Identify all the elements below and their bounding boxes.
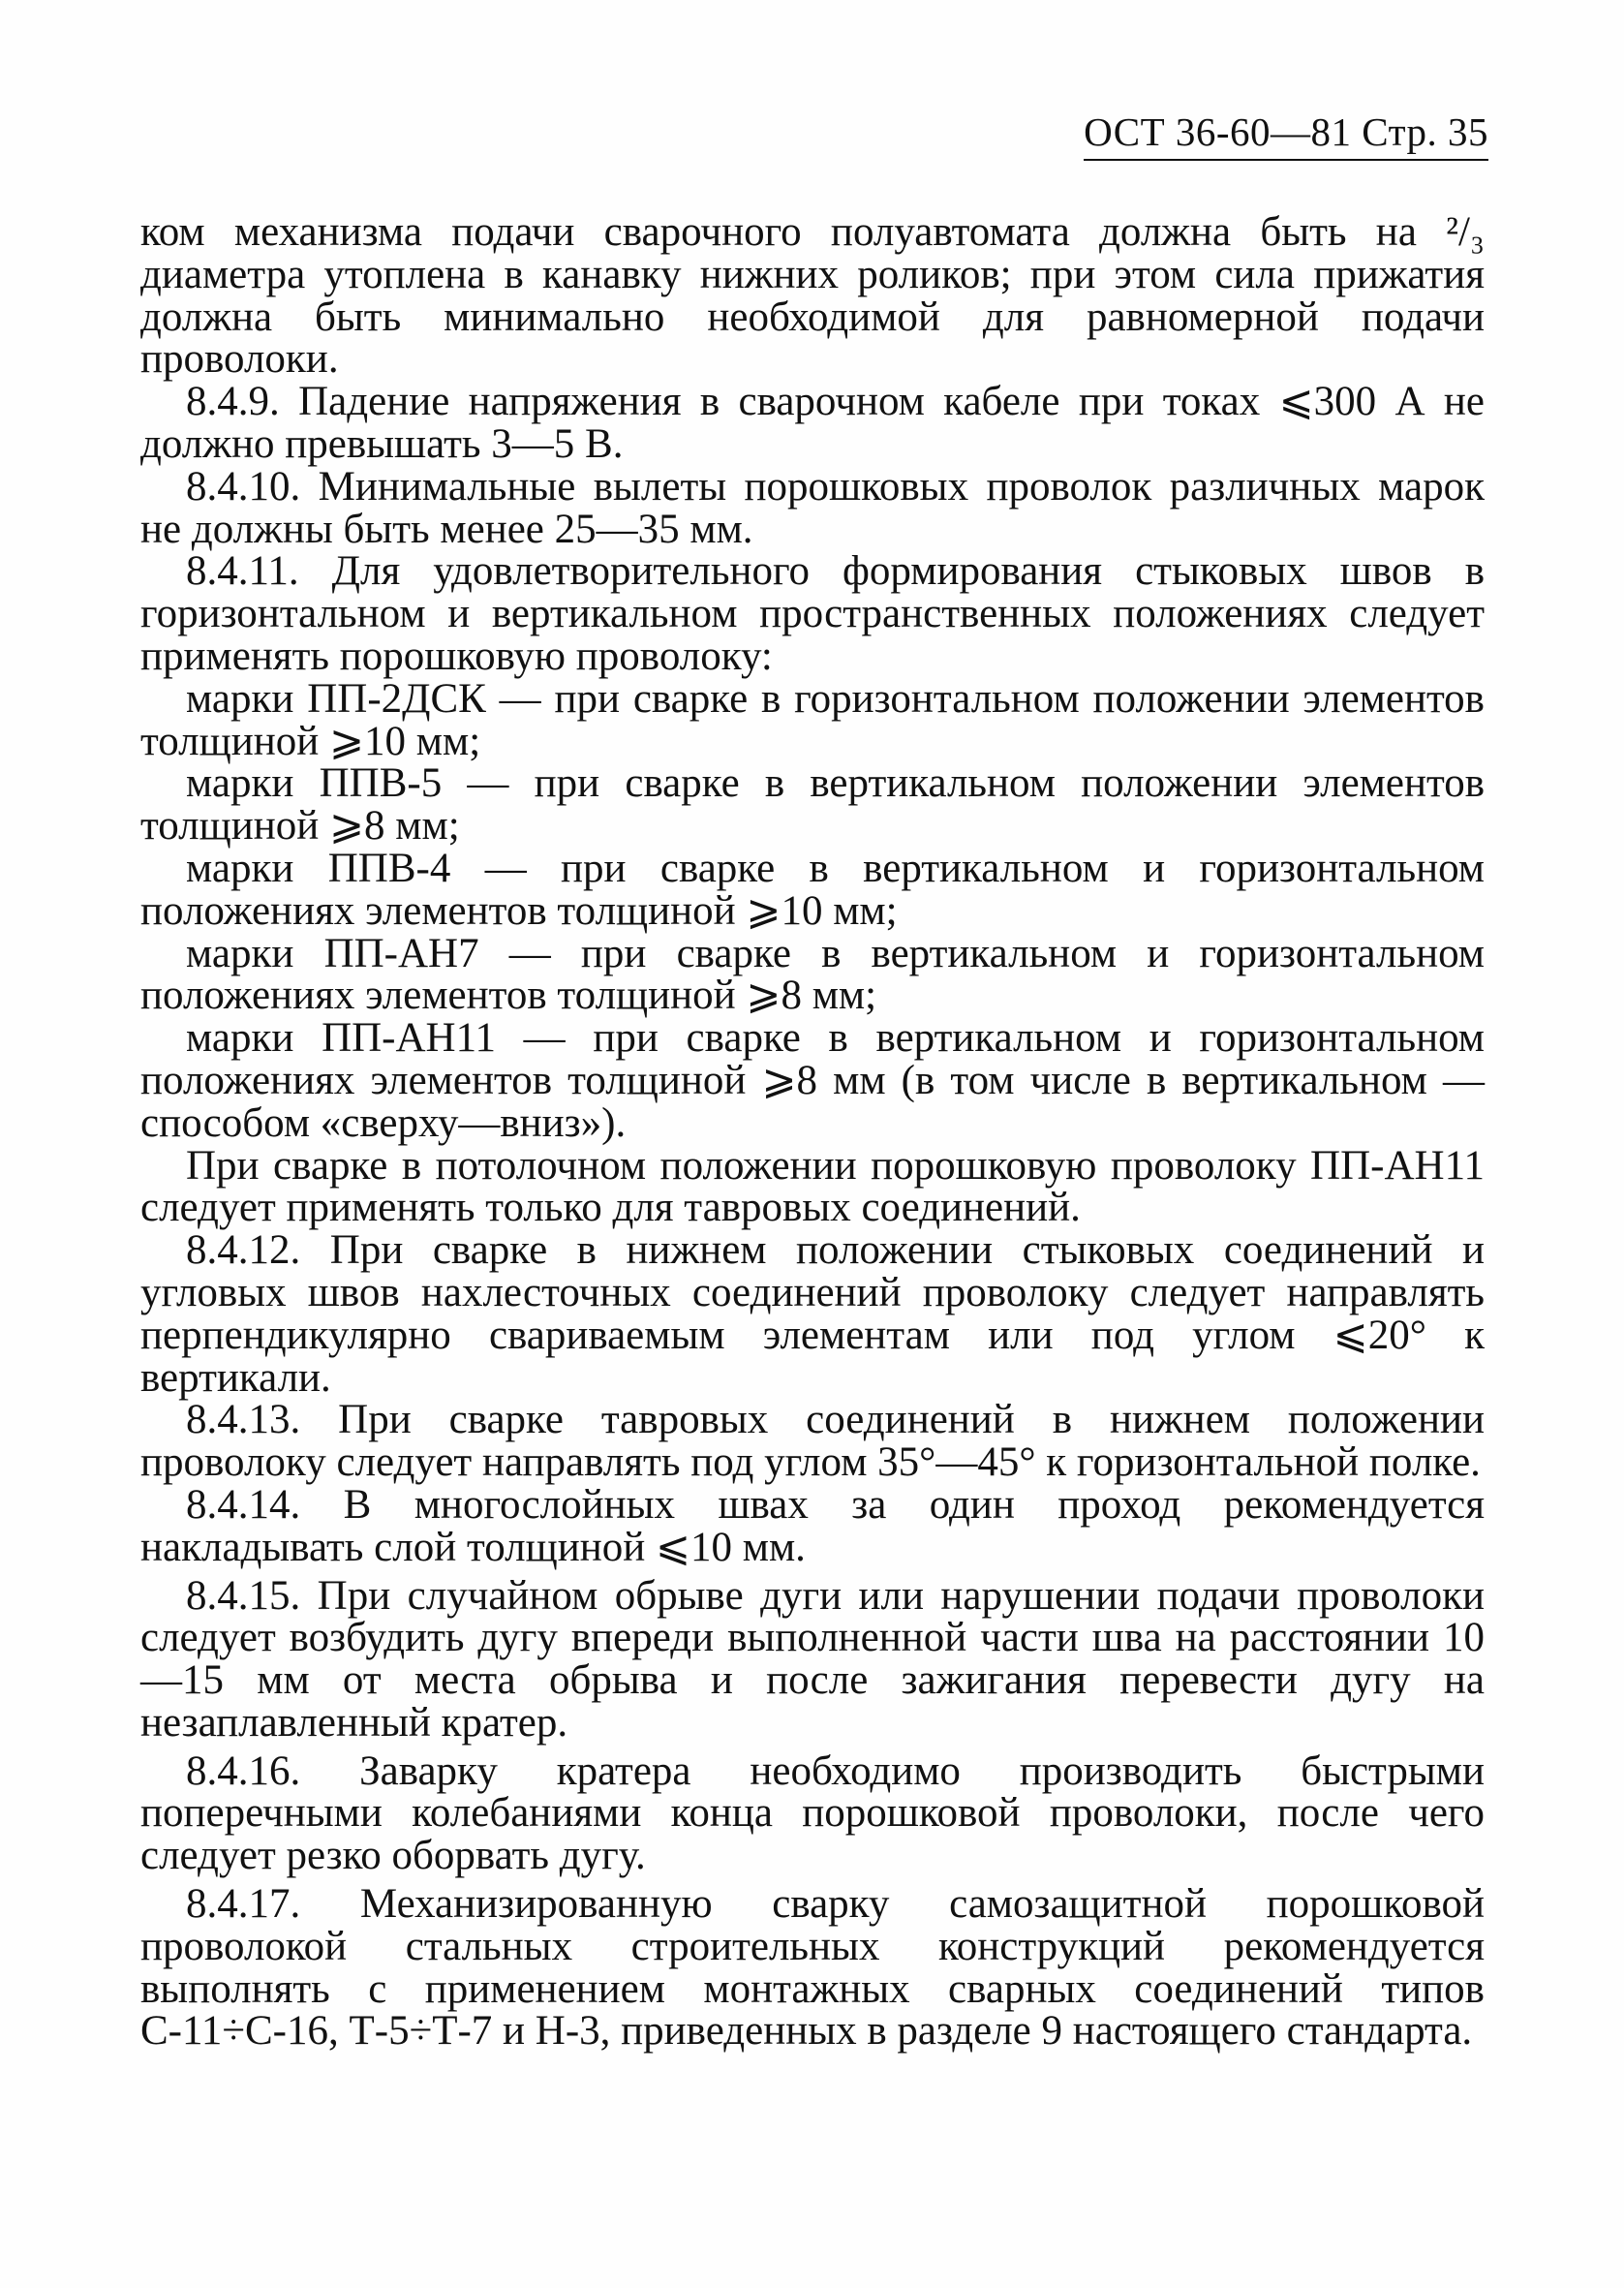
paragraph-8-4-10: 8.4.10. Минимальные вылеты порошковых проволок различных марок не должны быть менее 25—35 мм. [140, 463, 1485, 552]
paragraph-8-4-11: 8.4.11. Для удовлетворительного формирования стыковых швов в горизонтальном и вертикальном пространственных положениях следует применять порошковую проволоку: [140, 548, 1485, 679]
paragraph-8-4-12: 8.4.12. При сварке в нижнем положении стыковых соединений и угловых швов нахлесточных соединений проволоку следует направлять перпендикулярно свариваемым элементам или под углом ⩽20° к вертикали. [140, 1227, 1485, 1401]
list-item-ppv-5: марки ППВ-5 — при сварке в вертикальном положении элементов толщиной ⩾8 мм; [140, 760, 1485, 850]
list-item-pp-an7: марки ПП-АН7 — при сварке в вертикальном и горизонтальном положениях элементов толщиной ⩾8 мм; [140, 930, 1485, 1019]
list-item-ppv-4: марки ППВ-4 — при сварке в вертикальном и горизонтальном положениях элементов толщиной ⩾10 мм; [140, 845, 1485, 934]
paragraph-8-4-15: 8.4.15. При случайном обрыве дуги или нарушении подачи проволоки следует возбудить дугу впереди выполненной части шва на расстоянии 10—15 мм от места обрыва и после зажигания перевести дугу на незаплавленный кратер. [140, 1572, 1485, 1746]
page-header: ОСТ 36-60—81 Стр. 35 [1084, 108, 1488, 161]
list-item-pp-an11: марки ПП-АН11 — при сварке в вертикальном и горизонтальном положениях элементов толщиной ⩾8 мм (в том числе в вертикальном — способом «сверху—вниз»). [140, 1015, 1485, 1146]
paragraph-ceiling-welding: При сварке в потолочном положении порошковую проволоку ПП-АН11 следует применять только для тавровых соединений. [140, 1142, 1485, 1231]
paragraph-8-4-14: 8.4.14. В многослойных швах за один проход рекомендуется накладывать слой толщиной ⩽10 мм. [140, 1481, 1485, 1570]
list-item-pp-2dsk: марки ПП-2ДСК — при сварке в горизонтальном положении элементов толщиной ⩾10 мм; [140, 675, 1485, 764]
document-body [140, 211, 1485, 2053]
paragraph-8-4-17: 8.4.17. Механизированную сварку самозащитной порошковой проволокой стальных строительных конструкций рекомендуется выполнять с применением монтажных сварных соединений типов С-11÷С-16, Т-5÷Т-7 и Н-3, приведенных в разделе 9 настоящего стандарта. [140, 1881, 1485, 2055]
paragraph-continuation: ком механизма подачи сварочного полуавтомата должна быть на ²/₃ диаметра утоплена в канавку нижних роликов; при этом сила прижатия должна быть минимально необходимой для равномерной подачи проволоки. [140, 209, 1485, 383]
paragraph-8-4-9: 8.4.9. Падение напряжения в сварочном кабеле при токах ⩽300 А не должно превышать 3—5 В. [140, 379, 1485, 467]
paragraph-8-4-13: 8.4.13. При сварке тавровых соединений в нижнем положении проволоку следует направлять под углом 35°—45° к горизонтальной полке. [140, 1397, 1485, 1486]
paragraph-8-4-16: 8.4.16. Заварку кратера необходимо производить быстрыми поперечными колебаниями конца порошковой проволоки, после чего следует резко оборвать дугу. [140, 1747, 1485, 1879]
